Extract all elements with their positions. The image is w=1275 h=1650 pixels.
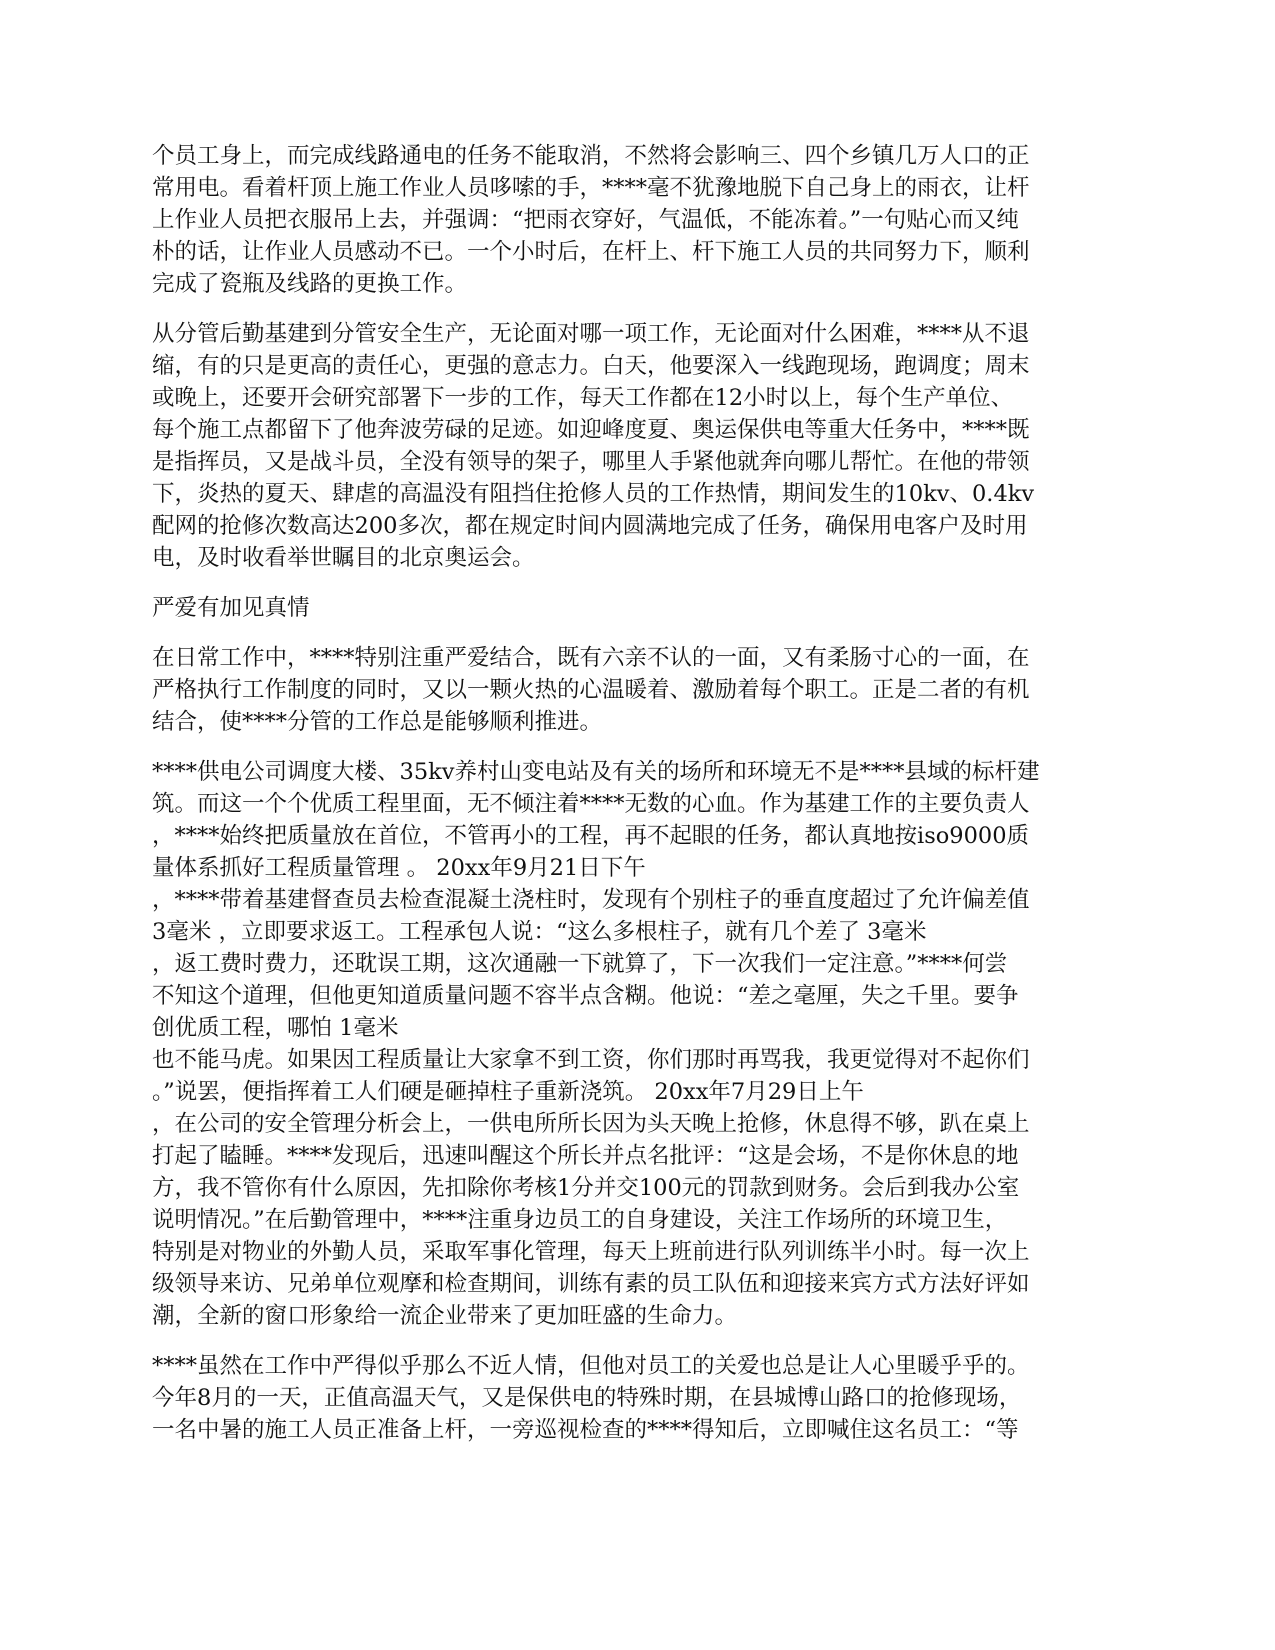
text-line: 完成了瓷瓶及线路的更换工作。 <box>152 271 468 297</box>
text-line: 缩，有的只是更高的责任心，更强的意志力。白天，他要深入一线跑现场，跑调度；周末 <box>152 353 1030 379</box>
text-line: ，返工费时费力，还耽误工期，这次通融一下就算了，下一次我们一定注意。”****何尝 <box>152 951 1008 977</box>
paragraph <box>152 140 1124 300</box>
text-line: 今年8月的一天，正值高温天气，又是保供电的特殊时期，在县城博山路口的抢修现场， <box>152 1385 1022 1411</box>
text-line: 严格执行工作制度的同时，又以一颗火热的心温暖着、激励着每个职工。正是二者的有机 <box>152 677 1030 703</box>
text-line: 创优质工程，哪怕 1毫米 <box>152 1015 399 1041</box>
text-line: 在日常工作中，****特别注重严爱结合，既有六亲不认的一面，又有柔肠寸心的一面，在 <box>152 645 1030 671</box>
text-line: 级领导来访、兄弟单位观摩和检查期间，训练有素的员工队伍和迎接来宾方式方法好评如 <box>152 1271 1030 1297</box>
text-line: 下，炎热的夏天、肆虐的高温没有阻挡住抢修人员的工作热情，期间发生的10kv、0.4kv <box>152 481 1035 507</box>
text-line: ****虽然在工作中严得似乎那么不近人情，但他对员工的关爱也总是让人心里暖乎乎的。 <box>152 1353 1030 1379</box>
text-line: 配网的抢修次数高达200多次，都在规定时间内圆满地完成了任务，确保用电客户及时用 <box>152 513 1028 539</box>
text-line: 3毫米 ，立即要求返工。工程承包人说：“这么多根柱子，就有几个差了 3毫米 <box>152 919 927 945</box>
text-line: 从分管后勤基建到分管安全生产，无论面对哪一项工作，无论面对什么困难，****从不退 <box>152 321 1030 347</box>
text-line: 方，我不管你有什么原因，先扣除你考核1分并交100元的罚款到财务。会后到我办公室 <box>152 1175 1020 1201</box>
text-line: 特别是对物业的外勤人员，采取军事化管理，每天上班前进行队列训练半小时。每一次上 <box>152 1239 1030 1265</box>
text-line: ，****带着基建督查员去检查混凝土浇柱时，发现有个别柱子的垂直度超过了允许偏差值 <box>152 887 1030 913</box>
text-line: ，****始终把质量放在首位，不管再小的工程，再不起眼的任务，都认真地按iso9000质 <box>152 823 1030 849</box>
text-line: 潮，全新的窗口形象给一流企业带来了更加旺盛的生命力。 <box>152 1303 738 1329</box>
text-line: ，在公司的安全管理分析会上，一供电所所长因为头天晚上抢修，休息得不够，趴在桌上 <box>152 1111 1030 1137</box>
text-line: 或晚上，还要开会研究部署下一步的工作，每天工作都在12小时以上，每个生产单位、 <box>152 385 1014 411</box>
section-heading <box>152 592 1124 624</box>
text-line: 每个施工点都留下了他奔波劳碌的足迹。如迎峰度夏、奥运保供电等重大任务中，****既 <box>152 417 1030 443</box>
paragraph <box>152 756 1124 1332</box>
text-line: 是指挥员，又是战斗员，全没有领导的架子，哪里人手紧他就奔向哪儿帮忙。在他的带领 <box>152 449 1030 475</box>
text-line: 朴的话，让作业人员感动不已。一个小时后，在杆上、杆下施工人员的共同努力下，顺利 <box>152 239 1030 265</box>
text-line: 说明情况。”在后勤管理中，****注重身边员工的自身建设，关注工作场所的环境卫生， <box>152 1207 1008 1233</box>
paragraph <box>152 1350 1124 1446</box>
text-line: 结合，使****分管的工作总是能够顺利推进。 <box>152 709 603 735</box>
text-line: 。”说罢，便指挥着工人们硬是砸掉柱子重新浇筑。 20xx年7月29日上午 <box>152 1079 864 1105</box>
paragraph <box>152 642 1124 738</box>
text-line: 筑。而这一个个优质工程里面，无不倾注着****无数的心血。作为基建工作的主要负责人 <box>152 791 1030 817</box>
text-line: 上作业人员把衣服吊上去，并强调：“把雨衣穿好，气温低，不能冻着。”一句贴心而又纯 <box>152 207 1019 233</box>
text-line: 一名中暑的施工人员正准备上杆，一旁巡视检查的****得知后，立即喊住这名员工：“等 <box>152 1417 1019 1443</box>
paragraph <box>152 318 1124 574</box>
text-line: 量体系抓好工程质量管理 。 20xx年9月21日下午 <box>152 855 646 881</box>
text-line: 电，及时收看举世瞩目的北京奥运会。 <box>152 545 535 571</box>
text-line: 常用电。看着杆顶上施工作业人员哆嗦的手，****毫不犹豫地脱下自己身上的雨衣，让杆 <box>152 175 1030 201</box>
text-line: 也不能马虎。如果因工程质量让大家拿不到工资，你们那时再骂我，我更觉得对不起你们 <box>152 1047 1030 1073</box>
text-line: 个员工身上，而完成线路通电的任务不能取消，不然将会影响三、四个乡镇几万人口的正 <box>152 143 1030 169</box>
heading-text: 严爱有加见真情 <box>152 595 310 621</box>
text-line: 打起了瞌睡。****发现后，迅速叫醒这个所长并点名批评：“这是会场，不是你休息的地 <box>152 1143 1019 1169</box>
document-page <box>152 140 1124 1464</box>
text-line: ****供电公司调度大楼、35kv养村山变电站及有关的场所和环境无不是****县域的标杆建 <box>152 759 1040 785</box>
text-line: 不知这个道理，但他更知道质量问题不容半点含糊。他说：“差之毫厘，失之千里。要争 <box>152 983 1019 1009</box>
